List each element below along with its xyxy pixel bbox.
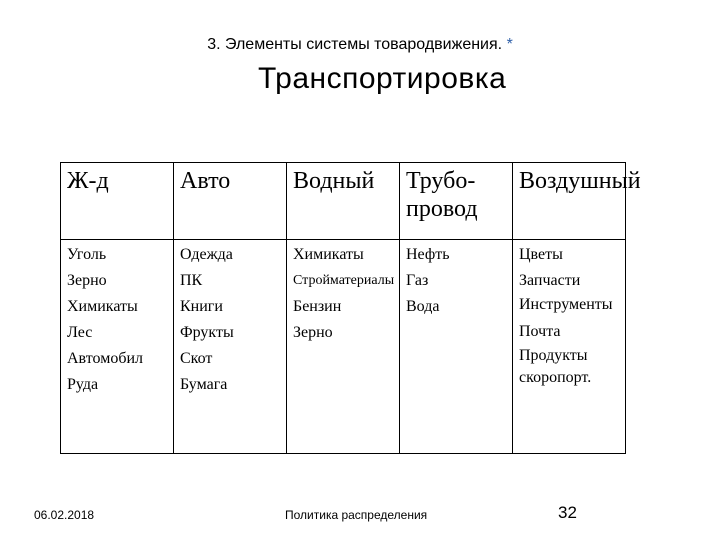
footnote-star: * <box>506 36 513 53</box>
list-item: Вода <box>406 298 440 315</box>
list-item: Бензин <box>293 298 342 315</box>
list-item: Зерно <box>293 324 333 341</box>
list-item: Уголь <box>67 246 107 263</box>
list-item: Автомобил <box>67 350 143 367</box>
header-pipeline: Трубо-провод <box>400 163 513 240</box>
list-item: Цветы <box>519 246 563 263</box>
footer-title: Политика распределения <box>285 508 428 522</box>
table-header-row <box>61 163 626 240</box>
list-item: Фрукты <box>180 324 234 341</box>
rail-goods-cell <box>61 240 174 454</box>
page-number: 32 <box>558 503 577 522</box>
list-item: Книги <box>180 298 223 315</box>
list-item: Нефть <box>406 246 450 263</box>
list-item: Запчасти <box>519 272 581 289</box>
slide-header <box>0 36 720 54</box>
water-goods-cell <box>287 240 400 454</box>
list-item: ПК <box>180 272 203 289</box>
header-water: Водный <box>287 163 400 240</box>
list-item: Инструменты <box>519 296 613 313</box>
list-item: Почта <box>519 323 561 340</box>
auto-goods-cell <box>174 240 287 454</box>
footer-date: 06.02.2018 <box>34 508 95 522</box>
pipeline-goods-cell <box>400 240 513 454</box>
list-item: Скот <box>180 350 213 367</box>
list-item: Бумага <box>180 376 228 393</box>
list-item: Газ <box>406 272 429 289</box>
air-goods-cell <box>513 240 626 454</box>
list-item: Химикаты <box>67 298 138 315</box>
list-item: Химикаты <box>293 246 364 263</box>
list-item: Лес <box>67 324 93 341</box>
list-item: Руда <box>67 376 99 393</box>
header-rail: Ж-д <box>61 163 174 240</box>
slide-title: Транспортировка <box>258 62 507 95</box>
transport-table <box>60 162 641 454</box>
table-row <box>61 240 626 454</box>
section-subtitle: 3. Элементы системы товародвижения. <box>207 36 503 53</box>
header-air: Воздушный <box>513 163 626 240</box>
list-item: Стройматериалы <box>293 273 395 288</box>
list-item: Продукты скоропорт. <box>519 347 592 386</box>
list-item: Одежда <box>180 246 233 263</box>
list-item: Зерно <box>67 272 107 289</box>
header-auto: Авто <box>174 163 287 240</box>
